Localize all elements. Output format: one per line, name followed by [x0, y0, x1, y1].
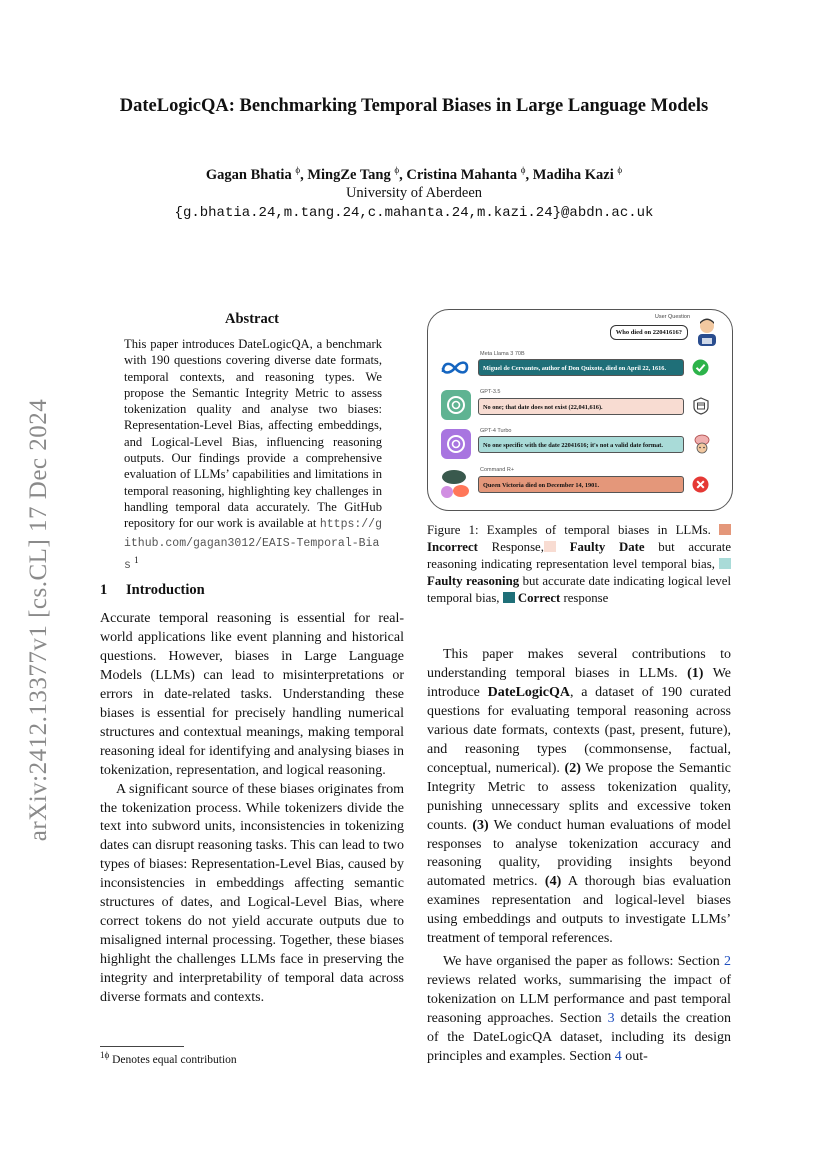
- cross-icon: [692, 476, 709, 493]
- footnote-rule: [100, 1046, 184, 1047]
- organise-text-part: reviews related works, summarising the impact of tokenization on LLM performance and past temporal reasoning approaches. Section: [427, 972, 731, 1026]
- contrib-text-part: We propose the Semantic Integrity Metric to assess tokenization quality, punishing unnecessary splits and excessive token counts.: [427, 760, 731, 833]
- contrib-intro: This paper makes several contributions to understanding temporal biases in LLMs.: [427, 647, 731, 681]
- contrib-text-part: We introduce: [427, 665, 732, 700]
- arxiv-sidebar: [16, 360, 62, 880]
- contrib-num: (3): [472, 817, 489, 833]
- organisation-paragraph: [427, 953, 731, 1067]
- caption-lead: Figure 1: Examples of temporal biases in LLMs.: [427, 523, 711, 537]
- swatch-incorrect: [719, 524, 731, 535]
- contrib-num: (2): [564, 760, 581, 776]
- abstract-text: This paper introduces DateLogicQA, a benchmark with 190 questions covering diverse date formats, temporal contexts, and reasoning types. We propose the Semantic Integrity Metric to assess tokenization quality and analyse two biases: Representation-Level Bias, affecting embeddings, and Logical-Level Bias, influencing reasoning outputs. Our findings provide a comprehensive evaluation of LLMs’ capabilities and limitations in temporal reasoning, highlighting key challenges in handling temporal data accurately. The GitHub repository for our work is available at: [124, 337, 382, 531]
- footnote-text: Denotes equal contribution: [112, 1053, 237, 1066]
- user-question-label: User Question: [654, 314, 690, 320]
- brain-icon: [692, 433, 712, 455]
- section-number: 1: [100, 582, 108, 598]
- footnote-mark: 1ϕ: [100, 1050, 110, 1060]
- user-question-bubble: Who died on 22041616?: [610, 325, 688, 340]
- caption-rest: but accurate reasoning indicating representation level temporal bias,: [427, 540, 732, 572]
- intro-column-left: [100, 610, 404, 1008]
- contributions-paragraph: [427, 646, 731, 949]
- model-label: Command R+: [480, 467, 515, 473]
- model-response: No one; that date does not exist (22,041,616).: [478, 398, 684, 415]
- footnote: [100, 1050, 237, 1066]
- author-mark: ϕ: [520, 165, 526, 175]
- model-response: No one specific with the date 22041616; it's not a valid date format.: [478, 436, 684, 453]
- gpt-logo-icon: [441, 429, 471, 459]
- author-list: [60, 165, 768, 184]
- meta-logo-icon: [440, 360, 470, 376]
- check-icon: [692, 359, 709, 376]
- author-mark: ϕ: [394, 165, 400, 175]
- author-name: Gagan Bhatia: [205, 166, 292, 183]
- contrib-num: (4): [544, 874, 562, 890]
- github-link[interactable]: https://github.com/gagan3012/EAIS-Temporal-Bias: [124, 518, 382, 573]
- user-avatar-icon: [694, 316, 720, 346]
- organise-text-part: out-: [621, 1048, 648, 1064]
- cohere-logo-icon: [440, 468, 472, 500]
- organise-text-part: details the creation of the DateLogicQA dataset, including its design principles and examples. Section: [427, 1010, 731, 1064]
- figure-1: [427, 309, 733, 511]
- paper-title: DateLogicQA: Benchmarking Temporal Biases in Large Language Models: [119, 96, 709, 116]
- author-sep: ,: [300, 166, 308, 183]
- caption-bold: Faulty Date: [569, 540, 645, 555]
- contrib-text-part: A thorough bias evaluation examines representation and logical-level biases using embeddings and outputs to investigate LLMs’ treatment of temporal references.: [427, 874, 732, 947]
- model-label: GPT-4 Turbo: [480, 428, 512, 434]
- caption-rest: Response,: [477, 540, 544, 555]
- caption-bold: Faulty reasoning: [427, 574, 520, 589]
- organisation-text: [427, 953, 731, 1067]
- organise-text-part: We have organised the paper as follows: Section: [443, 954, 724, 969]
- author-emails: {g.bhatia.24,m.tang.24,c.mahanta.24,m.kazi.24}@abdn.ac.uk: [174, 205, 654, 221]
- swatch-correct: [503, 592, 515, 603]
- intro-paragraph-1: Accurate temporal reasoning is essential for real-world applications like event planning and historical questions. However, biases in Large Language Models (LLMs) can lead to misinterpretations or errors in date-related tasks. Understanding these biases is essential for precisely handling numerical structures and contextual meanings, making temporal reasoning ideal for identifying and analysing biases in tokenization, representation, and logical reasoning.: [100, 611, 404, 778]
- author-sep: ,: [399, 166, 407, 183]
- gpt-logo-icon: [441, 390, 471, 420]
- caption-bold: Correct: [517, 591, 561, 606]
- section-title: Introduction: [126, 582, 205, 598]
- caption-rest: response: [560, 591, 609, 606]
- footnote-ref: 1: [134, 554, 139, 565]
- affiliation: University of Aberdeen: [345, 185, 483, 201]
- section-ref-link[interactable]: 4: [614, 1048, 622, 1064]
- abstract-heading: Abstract: [225, 311, 279, 327]
- calendar-icon: [692, 397, 710, 415]
- caption-bold: Incorrect: [427, 540, 478, 555]
- model-response: Queen Victoria died on December 14, 1901.: [478, 476, 684, 493]
- model-response: Miguel de Cervantes, author of Don Quixote, died on April 22, 1616.: [478, 359, 684, 376]
- contrib-text-part: , a dataset of 190 curated questions for evaluating temporal reasoning across various date formats, contexts (past, present, future), and reasoning types (commonsense, factual, conceptual, numerical).: [427, 684, 731, 776]
- author-mark: ϕ: [295, 165, 301, 175]
- section-ref-link[interactable]: 2: [724, 954, 731, 969]
- contrib-num: (1): [687, 665, 704, 681]
- abstract-body: [124, 336, 382, 574]
- section-ref-link[interactable]: 3: [607, 1010, 615, 1026]
- figure-caption: [427, 522, 731, 607]
- contrib-text: [427, 646, 731, 949]
- arxiv-identifier: arXiv:2412.13377v1 [cs.CL] 17 Dec 2024: [25, 398, 52, 842]
- author-mark: ϕ: [617, 165, 623, 175]
- swatch-faulty-date: [544, 541, 556, 552]
- dataset-name: DateLogicQA: [487, 684, 571, 700]
- intro-paragraph-2: A significant source of these biases originates from the tokenization process. While tokenizers divide the text into subword units, inconsistencies in tokenizing dates can disrupt reasoning tasks. This can lead to two types of biases: Representation-Level Bias, caused by inconsistencies in embeddings affecting semantic structures of dates, and Logical-Level Bias, where correct tokens do not yield accurate outputs due to misaligned internal processing. Together, these biases highlight the challenges LLMs face in preserving the integrity and interpretability of temporal data across diverse formats and contexts.: [100, 781, 404, 1006]
- author-name: Cristina Mahanta: [406, 166, 518, 183]
- model-label: Meta Llama 3 70B: [480, 351, 525, 357]
- model-label: GPT-3.5: [480, 389, 501, 395]
- author-name: Madiha Kazi: [532, 166, 614, 183]
- swatch-faulty-reasoning: [719, 558, 731, 569]
- section-heading: [100, 582, 404, 599]
- caption-rest: but accurate date indicating logical level temporal bias,: [427, 574, 732, 606]
- author-sep: ,: [525, 166, 533, 183]
- author-name: MingZe Tang: [307, 166, 391, 183]
- contrib-text-part: We conduct human evaluations of model responses to analyse tokenization accuracy and reasoning quality, providing insights beyond automated metrics.: [427, 817, 732, 890]
